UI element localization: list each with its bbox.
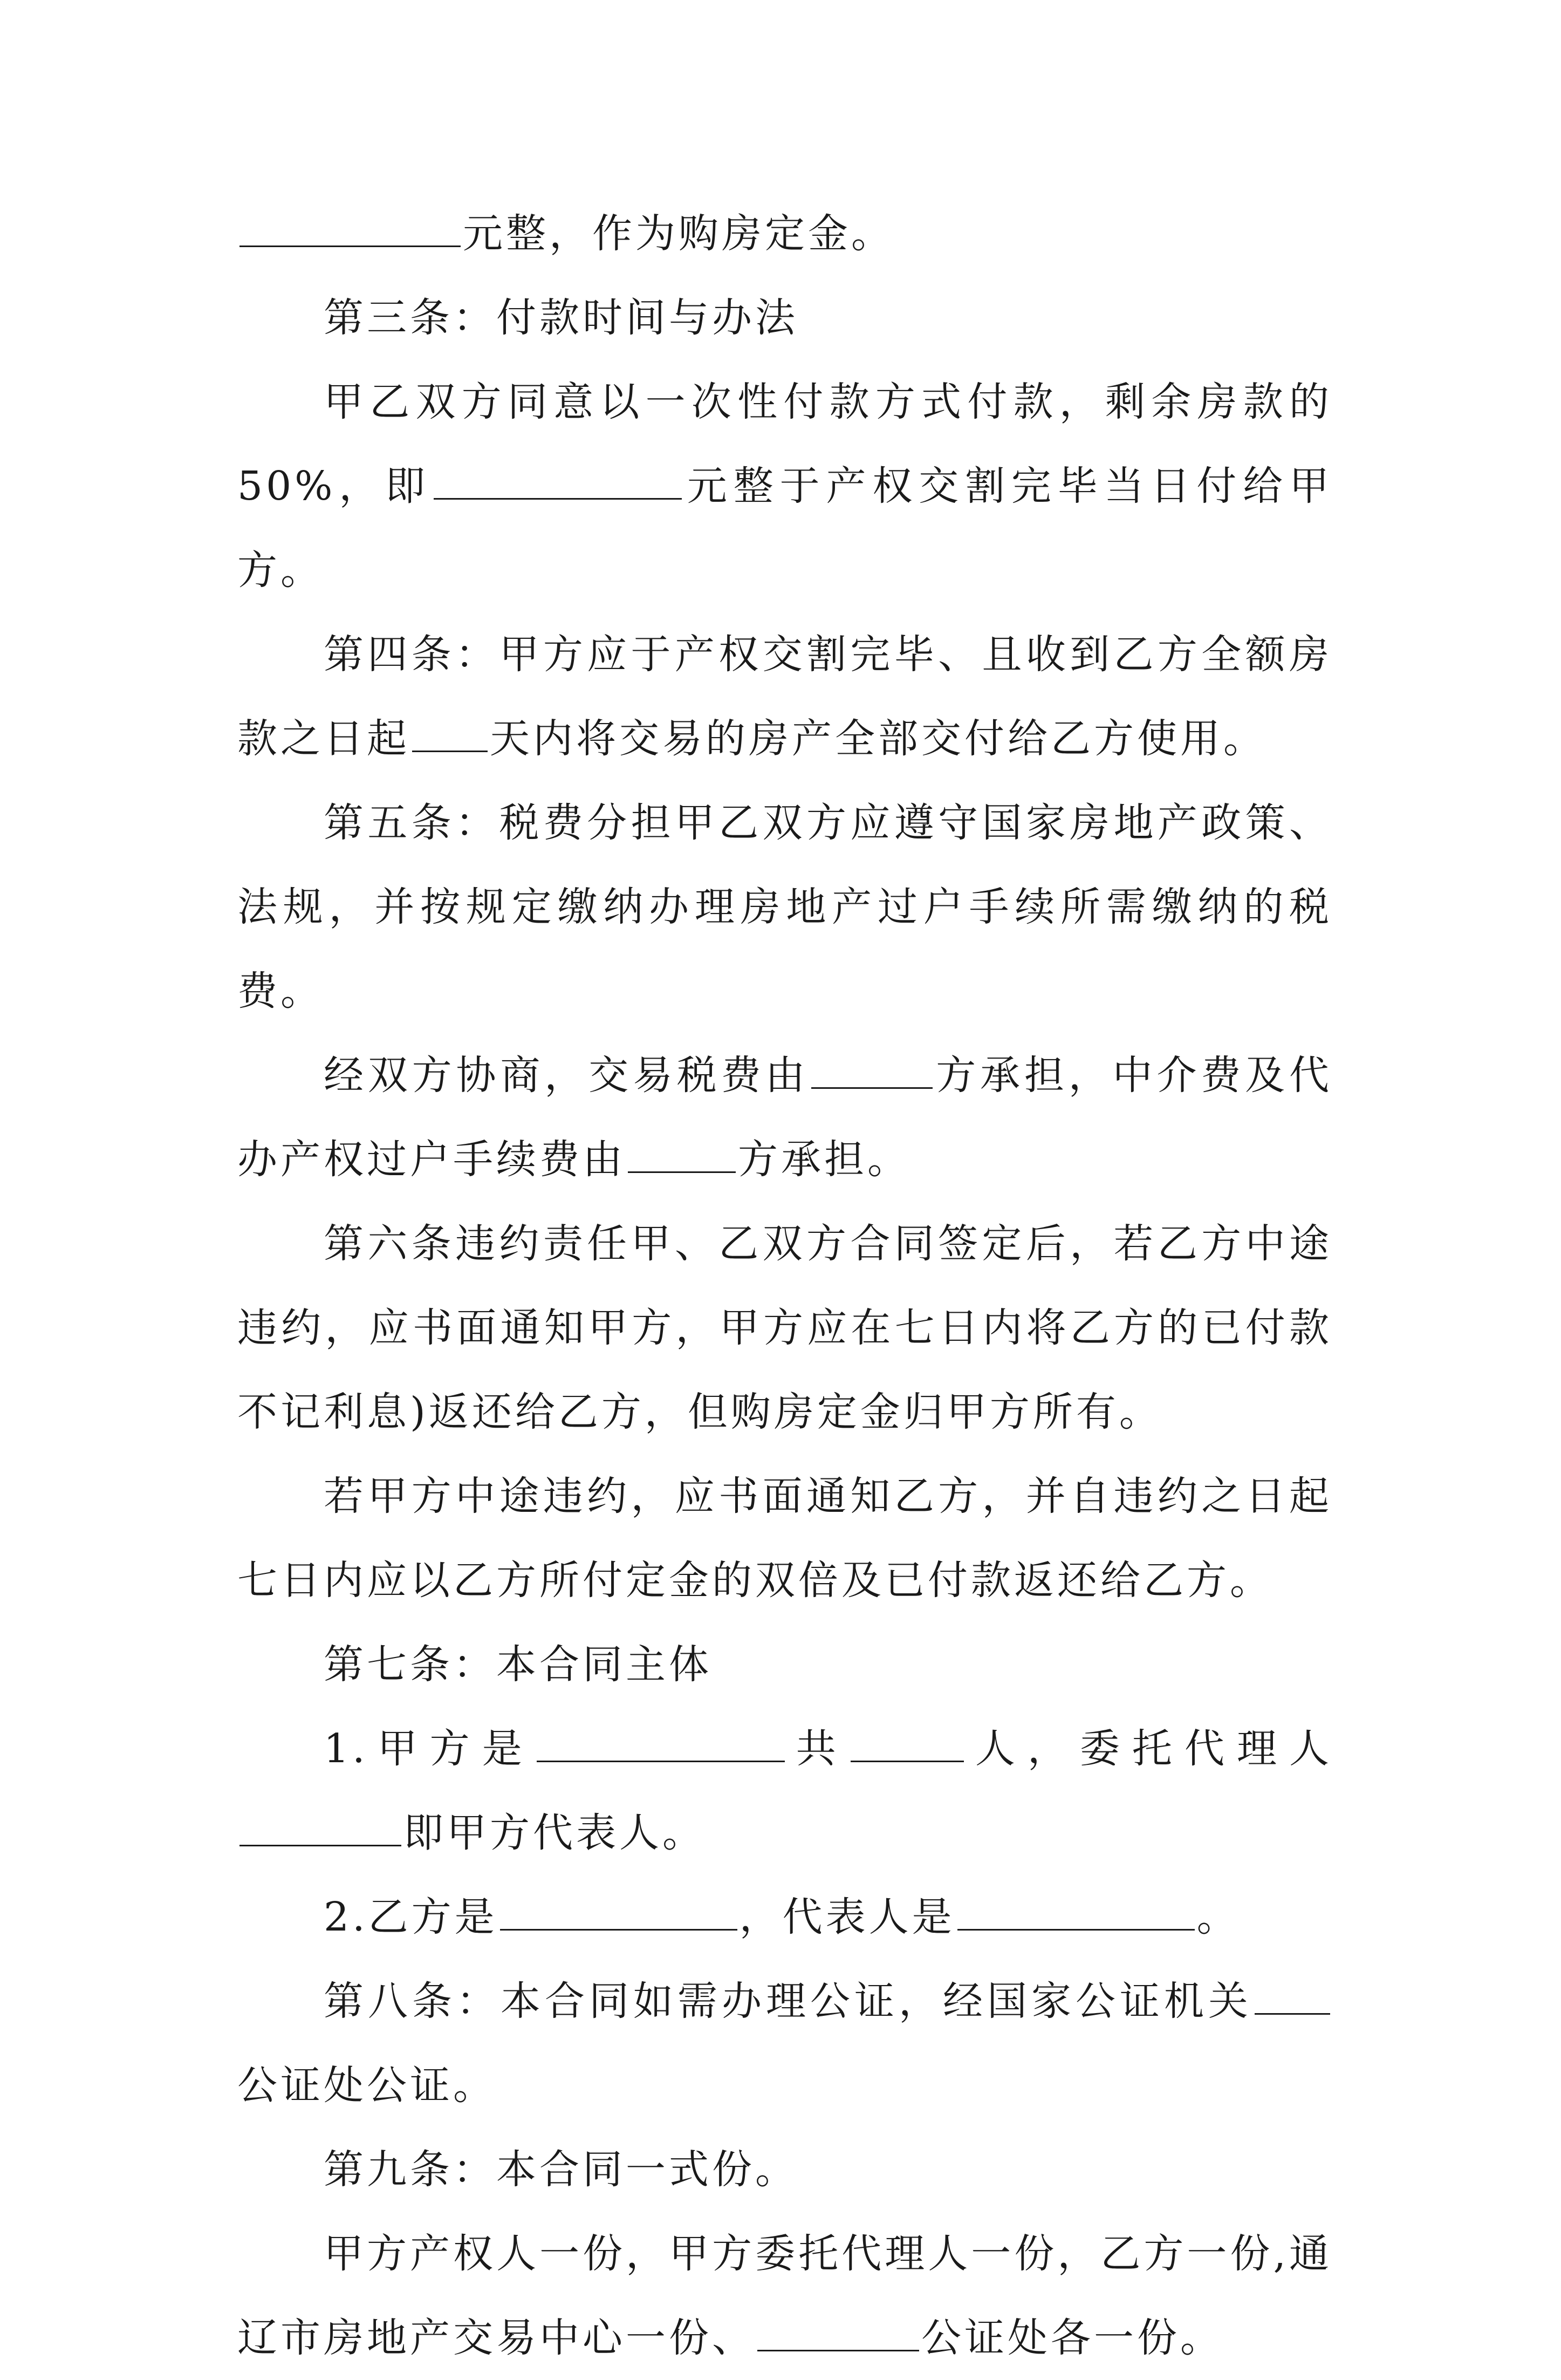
article-4-paragraph bbox=[237, 612, 1332, 781]
article-3-paragraph bbox=[237, 360, 1332, 612]
text: 天内将交易的房产全部交付给乙方使用。 bbox=[490, 715, 1266, 762]
article-7-item-1 bbox=[237, 1707, 1332, 1875]
text: 。 bbox=[1196, 1894, 1240, 1940]
text: 甲乙双方同意以一次性付款方式付款，剩余房款的50%，即 bbox=[237, 379, 1332, 509]
document-body bbox=[237, 192, 1332, 2380]
text: 经双方协商，交易税费由 bbox=[324, 1052, 810, 1099]
blank-field bbox=[537, 1723, 785, 1762]
text: 方承担。 bbox=[738, 1136, 910, 1183]
blank-field bbox=[239, 1807, 401, 1846]
blank-field bbox=[851, 1723, 964, 1762]
text: 人，委托代理人 bbox=[966, 1726, 1333, 1772]
text: 元整于产权交割完毕当日付给甲方。 bbox=[237, 463, 1332, 594]
text: ，代表人是 bbox=[739, 1894, 955, 1940]
text: 方承担，中介费及代办产权过户手续费由 bbox=[237, 1052, 1333, 1183]
blank-field bbox=[628, 1134, 736, 1173]
article-7-item-2 bbox=[237, 1875, 1332, 1959]
blank-field bbox=[1255, 1975, 1330, 2015]
text: 甲方产权人一份，甲方委托代理人一份，乙方一份,通辽市房地产交易中心一份、 bbox=[237, 2231, 1332, 2361]
text: 共 bbox=[786, 1726, 848, 1772]
article-9-paragraph bbox=[237, 2212, 1332, 2380]
article-7-title: 第七条：本合同主体 bbox=[324, 1641, 712, 1688]
article-5-paragraph-2 bbox=[237, 1033, 1332, 1202]
text: 2.乙方是 bbox=[324, 1894, 498, 1940]
text: 公证处各一份。 bbox=[921, 2315, 1223, 2361]
text: 元整，作为购房定金。 bbox=[463, 210, 894, 257]
blank-field bbox=[811, 1049, 933, 1089]
text: 即甲方代表人。 bbox=[403, 1810, 706, 1856]
blank-field bbox=[239, 208, 461, 247]
article-5-paragraph: 第五条：税费分担甲乙双方应遵守国家房地产政策、法规，并按规定缴纳办理房地产过户手续所需缴纳的税费。 bbox=[237, 800, 1332, 1014]
article-8-paragraph bbox=[237, 1959, 1332, 2127]
article-3-title: 第三条：付款时间与办法 bbox=[324, 295, 798, 341]
article-9-title: 第九条：本合同一式份。 bbox=[324, 2146, 798, 2193]
blank-field bbox=[412, 713, 488, 752]
paragraph-deposit-amount bbox=[237, 192, 1332, 276]
blank-field bbox=[500, 1891, 737, 1931]
text: 第四条：甲方应于产权交割完毕、且收到乙方全额房款之日起 bbox=[237, 631, 1332, 762]
blank-field bbox=[434, 460, 682, 500]
article-6-paragraph-2: 若甲方中途违约，应书面通知乙方，并自违约之日起七日内应以乙方所付定金的双倍及已付款返还给乙方。 bbox=[237, 1473, 1332, 1604]
article-6-paragraph: 第六条违约责任甲、乙双方合同签定后，若乙方中途违约，应书面通知甲方，甲方应在七日内将乙方的已付款不记利息)返还给乙方，但购房定金归甲方所有。 bbox=[237, 1220, 1332, 1435]
blank-field bbox=[957, 1891, 1195, 1931]
text: 公证处公证。 bbox=[237, 2062, 496, 2109]
text: 1.甲方是 bbox=[324, 1726, 535, 1772]
text: 第八条：本合同如需办理公证，经国家公证机关 bbox=[324, 1978, 1252, 2024]
blank-field bbox=[757, 2312, 919, 2351]
